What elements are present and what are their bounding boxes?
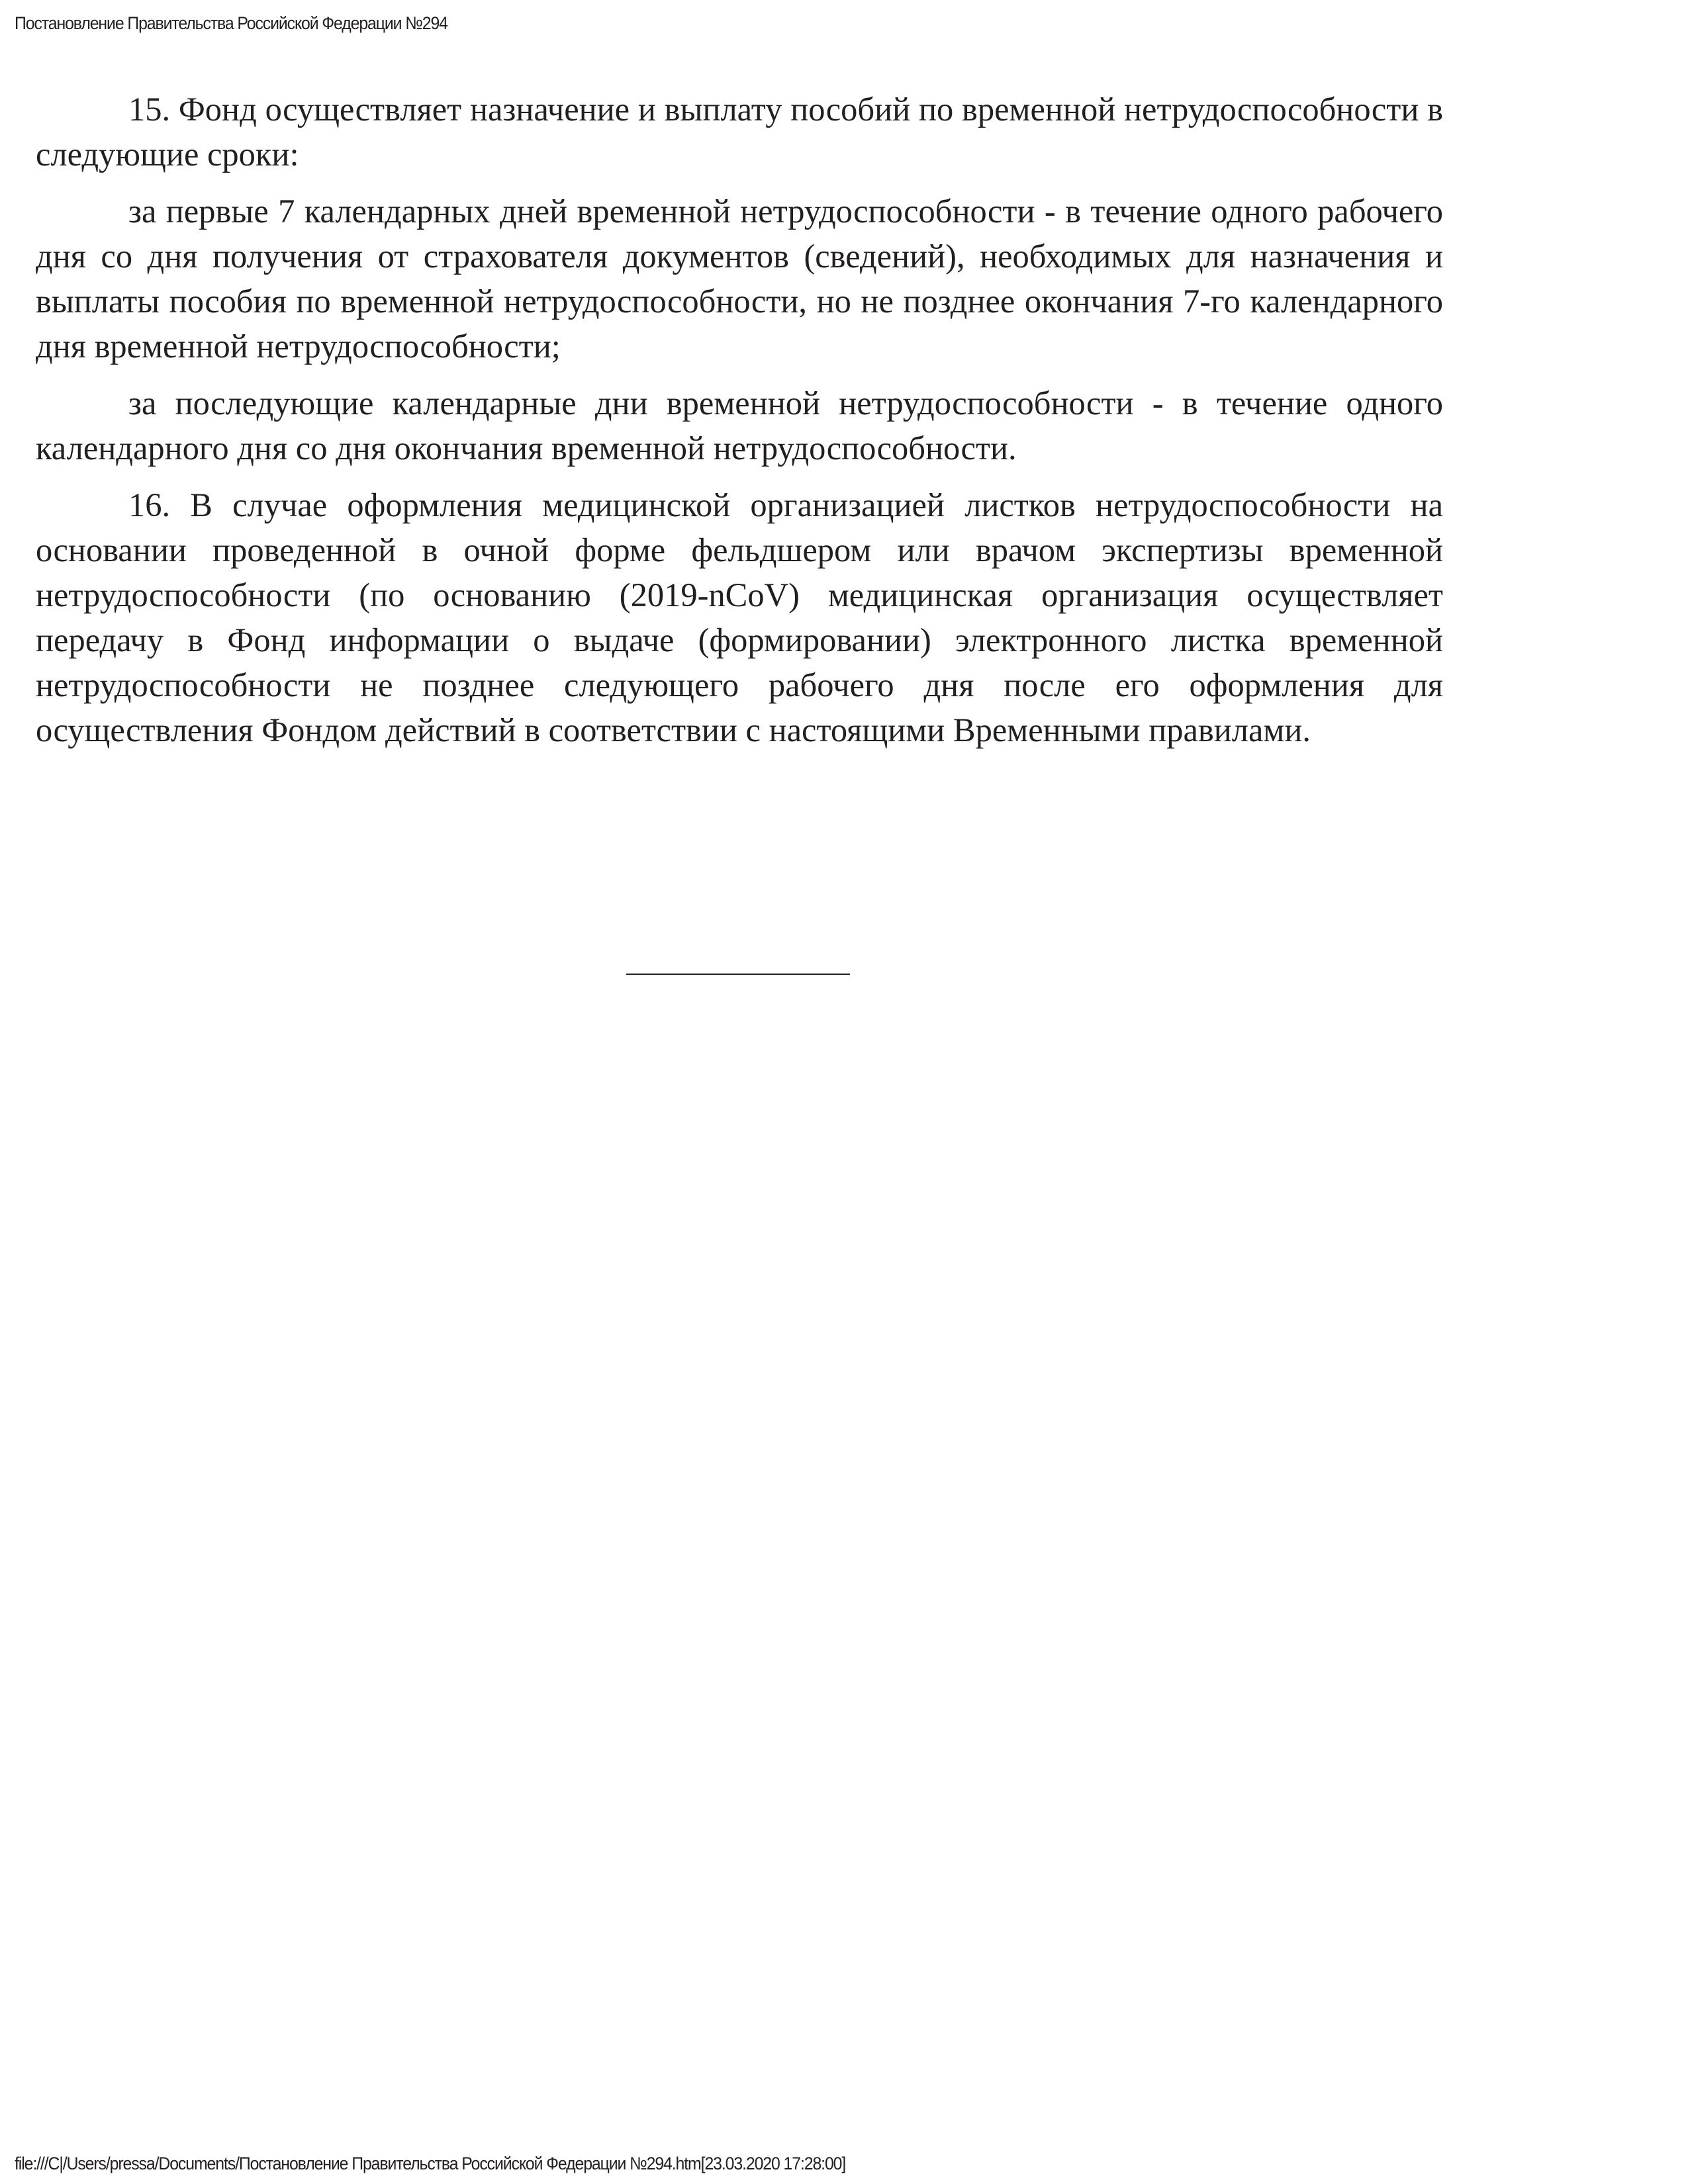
paragraph-15-following-days: за последующие календарные дни временной нетрудоспособности - в течение одного календарного дня со дня окончания временной нетрудоспособности. (36, 385, 1443, 467)
page-header: Постановление Правительства Российской Федерации №294 (15, 13, 447, 33)
paragraph-15-first-days: за первые 7 календарных дней временной нетрудоспособности - в течение одного рабочего дня со дня получения от страхователя документов (сведений), необходимых для назначения и выплаты пособия по временной нетрудоспособности, но не позднее окончания 7-го календарного дня временной нетрудоспособности; (36, 193, 1443, 365)
end-of-document-rule (626, 974, 850, 975)
paragraph-16: 16. В случае оформления медицинской организацией листков нетрудоспособности на основании проведенной в очной форме фельдшером или врачом экспертизы временной нетрудоспособности (по основанию (2019-nCoV) медицинская организация осуществляет передачу в Фонд информации о выдаче (формировании) электронного листка временной нетрудоспособности не позднее следующего рабочего дня после его оформления для осуществления Фондом действий в соответствии с настоящими Временными правилами. (36, 486, 1443, 749)
document-body (36, 87, 1443, 764)
page-footer-file-path: file:///C|/Users/pressa/Documents/Постановление Правительства Российской Федерации №294.htm[23.03.2020 17:28:00] (15, 2154, 846, 2173)
paragraph-15: 15. Фонд осуществляет назначение и выплату пособий по временной нетрудоспособности в следующие сроки: (36, 91, 1443, 173)
